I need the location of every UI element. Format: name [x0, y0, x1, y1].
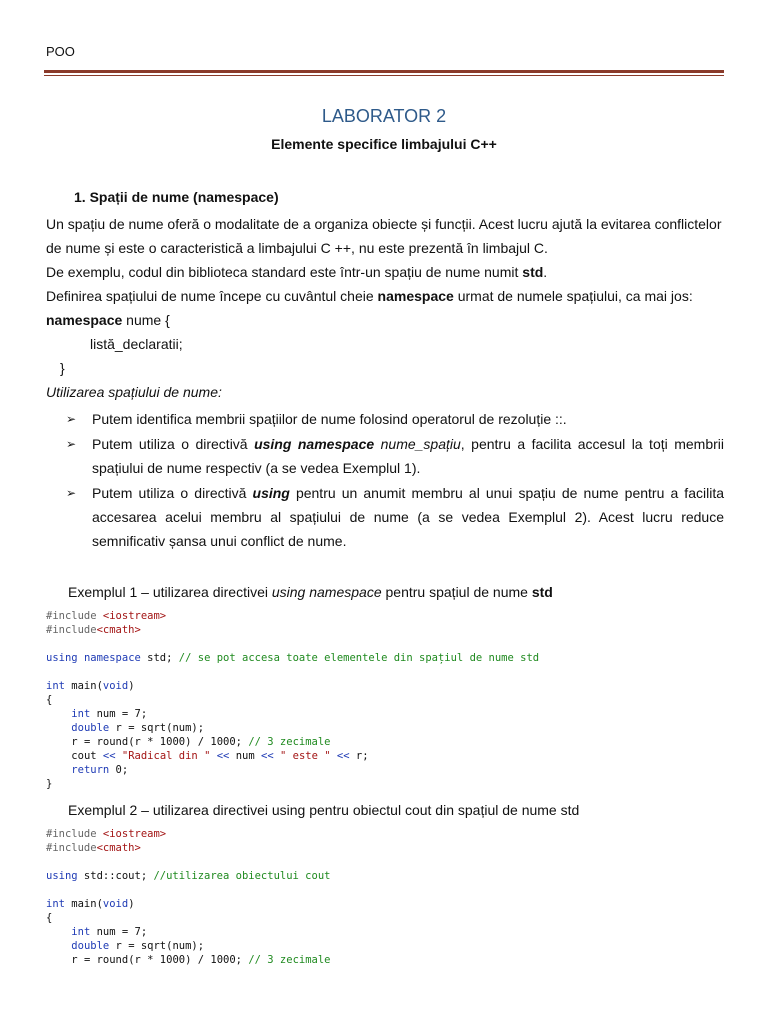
- code-line: int main(void): [46, 898, 135, 910]
- code-line: using namespace std; // se pot accesa toate elementele din spațiul de nume std: [46, 652, 540, 664]
- code-line: using std::cout; //utilizarea obiectului cout: [46, 870, 331, 882]
- bullet-item: ➢ Putem identifica membrii spațiilor de nume folosind operatorul de rezoluție ::.: [66, 407, 724, 431]
- code-line: return 0;: [71, 764, 129, 776]
- namespace-syntax-body: listă_declaratii;: [90, 336, 183, 352]
- namespace-syntax-open: namespace nume {: [46, 312, 170, 328]
- intro-text: [46, 212, 724, 404]
- document-title: LABORATOR 2: [321, 106, 447, 126]
- section-number: 1.: [74, 189, 86, 205]
- code-line: #include <iostream>: [46, 610, 167, 622]
- code-line: double r = sqrt(num);: [71, 940, 205, 952]
- code-line: {: [46, 912, 53, 924]
- paragraph-namespace-def: Definirea spațiului de nume începe cu cuvântul cheie namespace urmat de numele spațiului, ca mai jos:: [46, 288, 693, 304]
- paragraph-std: De exemplu, codul din biblioteca standard este într-un spațiu de nume numit std.: [46, 264, 548, 280]
- code-line: #include<cmath>: [46, 842, 141, 854]
- paragraph-line: Un spațiu de nume oferă o modalitate de a organiza obiecte și funcții. Acest lucru ajută la evitarea conflictelor: [46, 216, 722, 232]
- section-heading: [74, 189, 279, 205]
- usage-heading: Utilizarea spațiului de nume:: [46, 384, 222, 400]
- paragraph-line: de nume și este o caracteristică a limbajului C ++, nu este prezentă în limbajul C.: [46, 240, 548, 256]
- code-line: int num = 7;: [71, 708, 148, 720]
- code-line: {: [46, 694, 53, 706]
- section-title: Spații de nume (namespace): [89, 189, 279, 205]
- example-2-title: Exemplul 2 – utilizarea directivei using pentru obiectul cout din spațiul de nume std: [68, 802, 580, 818]
- namespace-syntax-close: }: [60, 360, 65, 376]
- usage-bullet-list: [66, 407, 724, 554]
- code-line: int num = 7;: [71, 926, 148, 938]
- document-subtitle: Elemente specifice limbajului C++: [271, 136, 497, 152]
- code-block-example-2: [46, 827, 331, 967]
- arrow-bullet-icon: ➢: [66, 437, 77, 451]
- header-rule-thin: [44, 75, 724, 76]
- arrow-bullet-icon: ➢: [66, 412, 77, 426]
- bullet-item: ➢ Putem utiliza o directivă using namespace nume_spațiu, pentru a facilita accesul la toți membrii spațiului de nume respectiv (a se vedea Exemplul 1).: [66, 432, 724, 480]
- code-line: r = round(r * 1000) / 1000; // 3 zecimale: [71, 736, 331, 748]
- page-header: POO: [46, 44, 75, 59]
- code-line: cout << "Radical din " << num << " este " << r;: [71, 750, 369, 762]
- arrow-bullet-icon: ➢: [66, 486, 77, 500]
- code-line: #include<cmath>: [46, 624, 141, 636]
- header-rule-thick: [44, 70, 724, 73]
- code-line: [46, 665, 539, 679]
- code-line: [46, 637, 539, 651]
- code-line: #include <iostream>: [46, 828, 167, 840]
- code-block-example-1: [46, 609, 539, 791]
- code-line: double r = sqrt(num);: [71, 722, 205, 734]
- bullet-item: ➢ Putem utiliza o directivă using pentru un anumit membru al unui spațiu de nume pentru a facilita accesarea acelui membru al spațiului de nume (a se vedea Exemplul 2). Acest lucru reduce semnificativ șansa unui conflict de nume.: [66, 481, 724, 553]
- example-1-title: Exemplul 1 – utilizarea directivei using namespace pentru spațiul de nume std: [68, 584, 553, 600]
- code-line: }: [46, 778, 53, 790]
- code-line: [46, 855, 331, 869]
- code-line: [46, 883, 331, 897]
- code-line: r = round(r * 1000) / 1000; // 3 zecimale: [71, 954, 331, 966]
- code-line: int main(void): [46, 680, 135, 692]
